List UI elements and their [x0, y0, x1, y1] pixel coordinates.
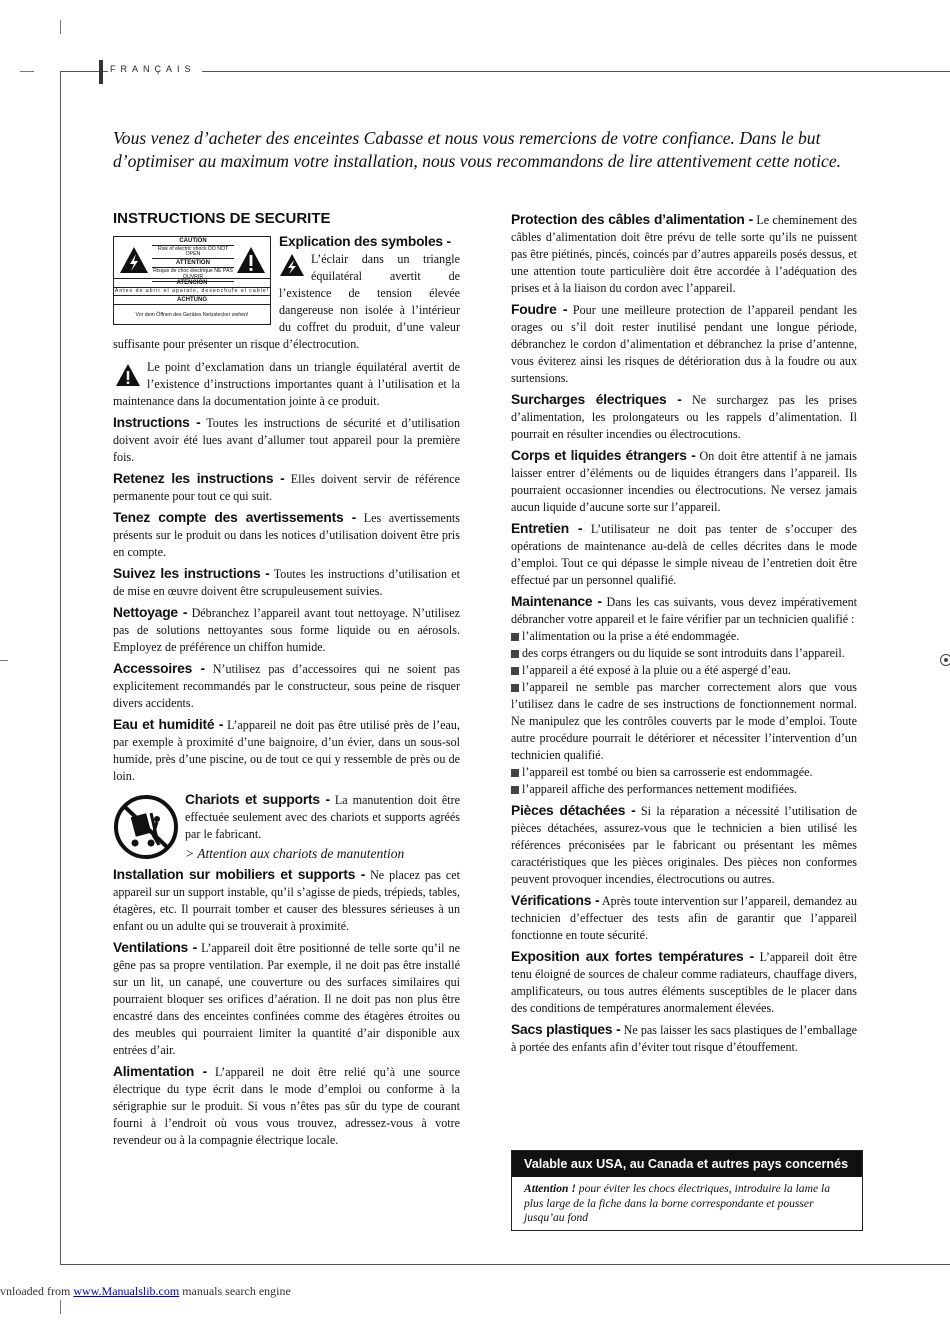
item-title: Retenez les instructions - — [113, 471, 285, 486]
eau-item — [113, 716, 460, 785]
maintenance-bullet — [511, 645, 857, 662]
corps-item — [511, 447, 857, 516]
item-title: Entretien - — [511, 521, 583, 536]
bullet-text: l’appareil a été exposé à la pluie ou a été aspergé d’eau. — [522, 663, 792, 677]
footer-prefix: vnloaded from — [0, 1284, 71, 1298]
lightning-triangle-icon — [279, 253, 305, 277]
exposition-item — [511, 948, 857, 1017]
warning-label-graphic — [113, 236, 271, 325]
item-text: Pour une meilleure protection de l’appareil pendant les orages ou s’il doit rester inutilisé pendant une longue période, débranchez le cordon d’alimentation et débranchez la prise d’antenne, vous éviterez ainsi les risques de détérioration dus à la foudre ou aux surtensions. — [511, 303, 857, 385]
usa-notice-box — [511, 1150, 863, 1231]
item-text: L’appareil doit être positionné de telle sorte qu’il ne gêne pas sa propre ventilation. Par exemple, il ne doit pas être installé sur un lit, un canapé, une couverture ou des surfaces similaires qui pourraient bloquer ses orifices d’aération. Il ne doit pas non plus être encastré dans des enceintes confinées comme des étagères étroites ou des meubles qui pourraient limiter la quantité d’air disponible aux entrées d’air. — [113, 941, 460, 1057]
square-bullet-icon — [511, 633, 519, 641]
item-text: N’utilisez pas d’accessoires qui ne soient pas explicitement recommandés par le constructeur, sous peine de risquer divers accidents. — [113, 662, 460, 710]
item-title: Eau et humidité - — [113, 717, 224, 732]
crop-mark — [60, 1300, 61, 1314]
chariots-title: Chariots et supports - — [185, 792, 330, 807]
item-text: Après toute intervention sur l’appareil, demandez au technicien d’effectuer des tests afin de garantir que l’appareil fonctionne en toute sécurité. — [511, 894, 857, 942]
symbols-text: L’éclair dans un triangle équilatéral avertit de l’existence de tension élevée dangereuse non isolée à l’intérieur du coffret du produit, d’une valeur suffisante pour présenter un risque d’électrocution. — [113, 252, 460, 351]
registration-mark-icon — [940, 654, 950, 666]
item-text: Ne pas laisser les sacs plastiques de l’emballage à portée des enfants afin d’éviter tout risque d’étouffement. — [511, 1023, 858, 1054]
installation-item — [113, 866, 460, 935]
warning-label-bottom — [114, 278, 270, 325]
exclamation-triangle-icon — [115, 363, 141, 387]
atencion-sub: Antes de abrir el aparato, desenchufe el cable! — [114, 288, 270, 296]
retenez-item — [113, 470, 460, 505]
item-text: Elles doivent servir de référence permanente pour tout ce qui suit. — [113, 472, 460, 503]
chariots-text: La manutention doit être effectuée seulement avec des chariots et supports agréés par le fabricant. — [185, 793, 460, 841]
entretien-item — [511, 520, 857, 589]
bullet-text: l’appareil ne semble pas marcher correctement alors que vous l’utilisez dans le cadre de ses instructions de fonctionnement normal. Ne manipulez que les contrôles couverts par le mode d’emploi. Toute autre procédure pourrait le détériorer et nécessiter l’intervention d’un technicien qualifié. — [511, 680, 857, 762]
item-title: Instructions - — [113, 415, 201, 430]
bullet-text: des corps étrangers ou du liquide se sont introduits dans l’appareil. — [522, 646, 845, 660]
square-bullet-icon — [511, 650, 519, 658]
item-text: Ne surchargez pas les prises d’alimentation, les prolongateurs ou les rappels d’alimentation. Il pourrait en résulter incendies ou électrocutions. — [511, 393, 858, 441]
language-label: FRANÇAIS — [108, 64, 202, 74]
avertissements-item — [113, 509, 460, 561]
maintenance-bullet — [511, 764, 857, 781]
language-tab-marker — [99, 60, 103, 84]
instructions-item — [113, 414, 460, 466]
accessoires-item — [113, 660, 460, 712]
item-text: Le cheminement des câbles d’alimentation doit être prévu de telle sorte qu’ils ne puissent pas être piétinés, pincés, coincés par d’autres appareils posés dessus, et une attention toute particulière doit être accordée à l’adéquation des prises et à la liaison du cordon avec l’appareil. — [511, 213, 857, 295]
item-title: Installation sur mobiliers et supports - — [113, 867, 366, 882]
maintenance-bullet — [511, 781, 857, 798]
right-column — [511, 211, 857, 1060]
maintenance-bullet — [511, 679, 857, 764]
item-title: Foudre - — [511, 302, 568, 317]
crop-mark — [0, 660, 8, 661]
achtung-label: ACHTUNG — [114, 296, 270, 305]
square-bullet-icon — [511, 684, 519, 692]
caution-label: CAUTION — [152, 237, 234, 246]
item-text: L’utilisateur ne doit pas tenter de s’occuper des opérations de maintenance au-delà de celles décrites dans le mode d’emploi. Tout ce qui dépasse le simple niveau de l’entretien doit être effectué par un personnel qualifié. — [511, 522, 857, 587]
item-title: Suivez les instructions - — [113, 566, 270, 581]
usa-notice-title: Valable aux USA, au Canada et autres pays concernés — [512, 1151, 862, 1177]
alimentation-item — [113, 1063, 460, 1149]
atencion-label: ATENCIÓN — [114, 279, 270, 288]
bottom-rule — [60, 1264, 950, 1265]
maintenance-bullet — [511, 662, 857, 679]
caution-sub: Risk of electric shock DO NOT OPEN — [152, 246, 234, 259]
manualslib-link[interactable]: www.Manualslib.com — [73, 1284, 180, 1298]
item-text: Toutes les instructions d’utilisation et de mise en œuvre doivent être scrupuleusement suivies. — [113, 567, 460, 598]
bullet-text: l’appareil est tombé ou bien sa carrosserie est endommagée. — [522, 765, 813, 779]
exclamation-text: Le point d’exclamation dans un triangle équilatéral avertit de l’existence d’instructions importantes quant à l’utilisation et la maintenance dans la documentation jointe à ce produit. — [113, 360, 460, 408]
exclamation-triangle-icon — [236, 246, 266, 274]
item-title: Tenez compte des avertissements - — [113, 510, 357, 525]
item-text: Si la réparation a nécessité l’utilisation de pièces détachées, assurez-vous que le technicien a bien utilisé les références préconisées par le fabricant ou présentant les mêmes caractéristiques que les pièces originales. Des pièces non conformes peuvent provoquer incendies, électrocutions ou autres. — [511, 804, 857, 886]
section-title: INSTRUCTIONS DE SECURITE — [113, 210, 331, 227]
item-title: Surcharges électriques - — [511, 392, 682, 407]
square-bullet-icon — [511, 667, 519, 675]
bullet-text: l’alimentation ou la prise a été endommagée. — [522, 629, 740, 643]
item-title: Alimentation - — [113, 1064, 208, 1079]
attention-label: ATTENTION — [152, 259, 234, 268]
crop-mark — [20, 71, 34, 72]
item-title: Exposition aux fortes températures - — [511, 949, 755, 964]
maintenance-bullet — [511, 628, 857, 645]
item-title: Maintenance - — [511, 594, 602, 609]
surcharges-item — [511, 391, 857, 443]
intro-paragraph: Vous venez d’acheter des enceintes Cabasse et nous vous remercions de votre confiance. Dans le but d’optimiser au maximum votre installation, nous vous recommandons de lire attentivement cette notice. — [113, 128, 842, 171]
item-title: Ventilations - — [113, 940, 198, 955]
item-title: Corps et liquides étrangers - — [511, 448, 696, 463]
crop-mark — [60, 20, 61, 34]
attention-sub: Risque de choc électrique NE PAS OUVRIR — [152, 268, 234, 281]
item-title: Protection des câbles d’alimentation - — [511, 212, 753, 227]
warning-label-top — [152, 237, 234, 282]
item-text: Ne placez pas cet appareil sur un support instable, qu’il s’agisse de pieds, trépieds, tables, étagères, etc. Il pourrait tomber et causer des blessures sérieuses à un enfant ou un adulte qui se trouverait à proximité. — [113, 868, 460, 933]
item-text: L’appareil doit être tenu éloigné de sources de chaleur comme radiateurs, chauffage divers, amplificateurs, ou tous autres éléments susceptibles de le placer dans des conditions de températures anormalement élevées. — [511, 950, 857, 1015]
item-text: Les avertissements présents sur le produit ou dans les notices d’utilisation doivent être pris en compte. — [113, 511, 460, 559]
item-text: Dans les cas suivants, vous devez impérativement débrancher votre appareil et le faire vérifier par un technicien qualifié : — [511, 595, 858, 626]
ventilations-item — [113, 939, 460, 1059]
square-bullet-icon — [511, 769, 519, 777]
item-text: Toutes les instructions de sécurité et d’utilisation doivent avoir été lues avant d’allumer tout appareil pour la première fois. — [113, 416, 460, 464]
item-text: L’appareil ne doit être relié qu’à une source électrique du type écrit dans le mode d’emploi ou conforme à la sérigraphie sur le produit. Si vous n’êtes pas sûr du type de courant fourni à l’endroit où vous vous trouvez, adressez-vous à votre revendeur ou à la compagnie électrique locale. — [113, 1065, 460, 1147]
footer — [0, 1284, 291, 1299]
item-title: Pièces détachées - — [511, 803, 636, 818]
bullet-text: l’appareil affiche des performances nettement modifiées. — [522, 782, 798, 796]
exclamation-paragraph — [113, 359, 460, 410]
cables-item — [511, 211, 857, 297]
item-title: Vérifications - — [511, 893, 600, 908]
usa-notice-body — [512, 1177, 862, 1226]
left-column — [113, 210, 460, 1153]
suivez-item — [113, 565, 460, 600]
foudre-item — [511, 301, 857, 387]
item-text: Débranchez l’appareil avant tout nettoyage. N’utilisez pas de solutions nettoyantes sous forme liquide ou en aérosols. Employez de préférence un chiffon humide. — [113, 606, 460, 654]
sacs-item — [511, 1021, 857, 1056]
item-text: L’appareil ne doit pas être utilisé près de l’eau, par exemple à proximité d’une baignoire, d’un évier, dans un sous-sol humide, près d’une piscine, ou de tout ce qui y ressemble de près ou de loin. — [113, 718, 460, 783]
left-rule — [60, 71, 61, 1265]
verifications-item — [511, 892, 857, 944]
achtung-sub: Vor dem Öffnen des Gerätes Netzstecker ziehen! — [135, 312, 249, 319]
square-bullet-icon — [511, 786, 519, 794]
footer-suffix: manuals search engine — [182, 1284, 291, 1298]
pieces-item — [511, 802, 857, 888]
maintenance-item — [511, 593, 857, 628]
item-title: Accessoires - — [113, 661, 205, 676]
no-cart-tipping-icon — [113, 795, 179, 859]
item-text: On doit être attentif à ne jamais laisser entrer d’éléments ou de liquides étrangers dans l’appareil. Ils pourraient occasionner incendies ou électrocutions. Ne versez jamais aucun liquide d’aucune sorte sur l’appareil. — [511, 449, 857, 514]
symbols-title: Explication des symboles - — [279, 234, 451, 249]
nettoyage-item — [113, 604, 460, 656]
item-title: Nettoyage - — [113, 605, 188, 620]
chariots-paragraph — [113, 791, 460, 843]
item-title: Sacs plastiques - — [511, 1022, 621, 1037]
lightning-triangle-icon — [119, 246, 149, 274]
usa-notice-text: pour éviter les chocs électriques, introduire la lame la plus large de la fiche dans la borne correspondante et pousser jusqu’au fond — [524, 1182, 831, 1224]
chariots-attention: > Attention aux chariots de manutention — [185, 846, 405, 861]
usa-attention-label: Attention ! — [524, 1182, 576, 1195]
